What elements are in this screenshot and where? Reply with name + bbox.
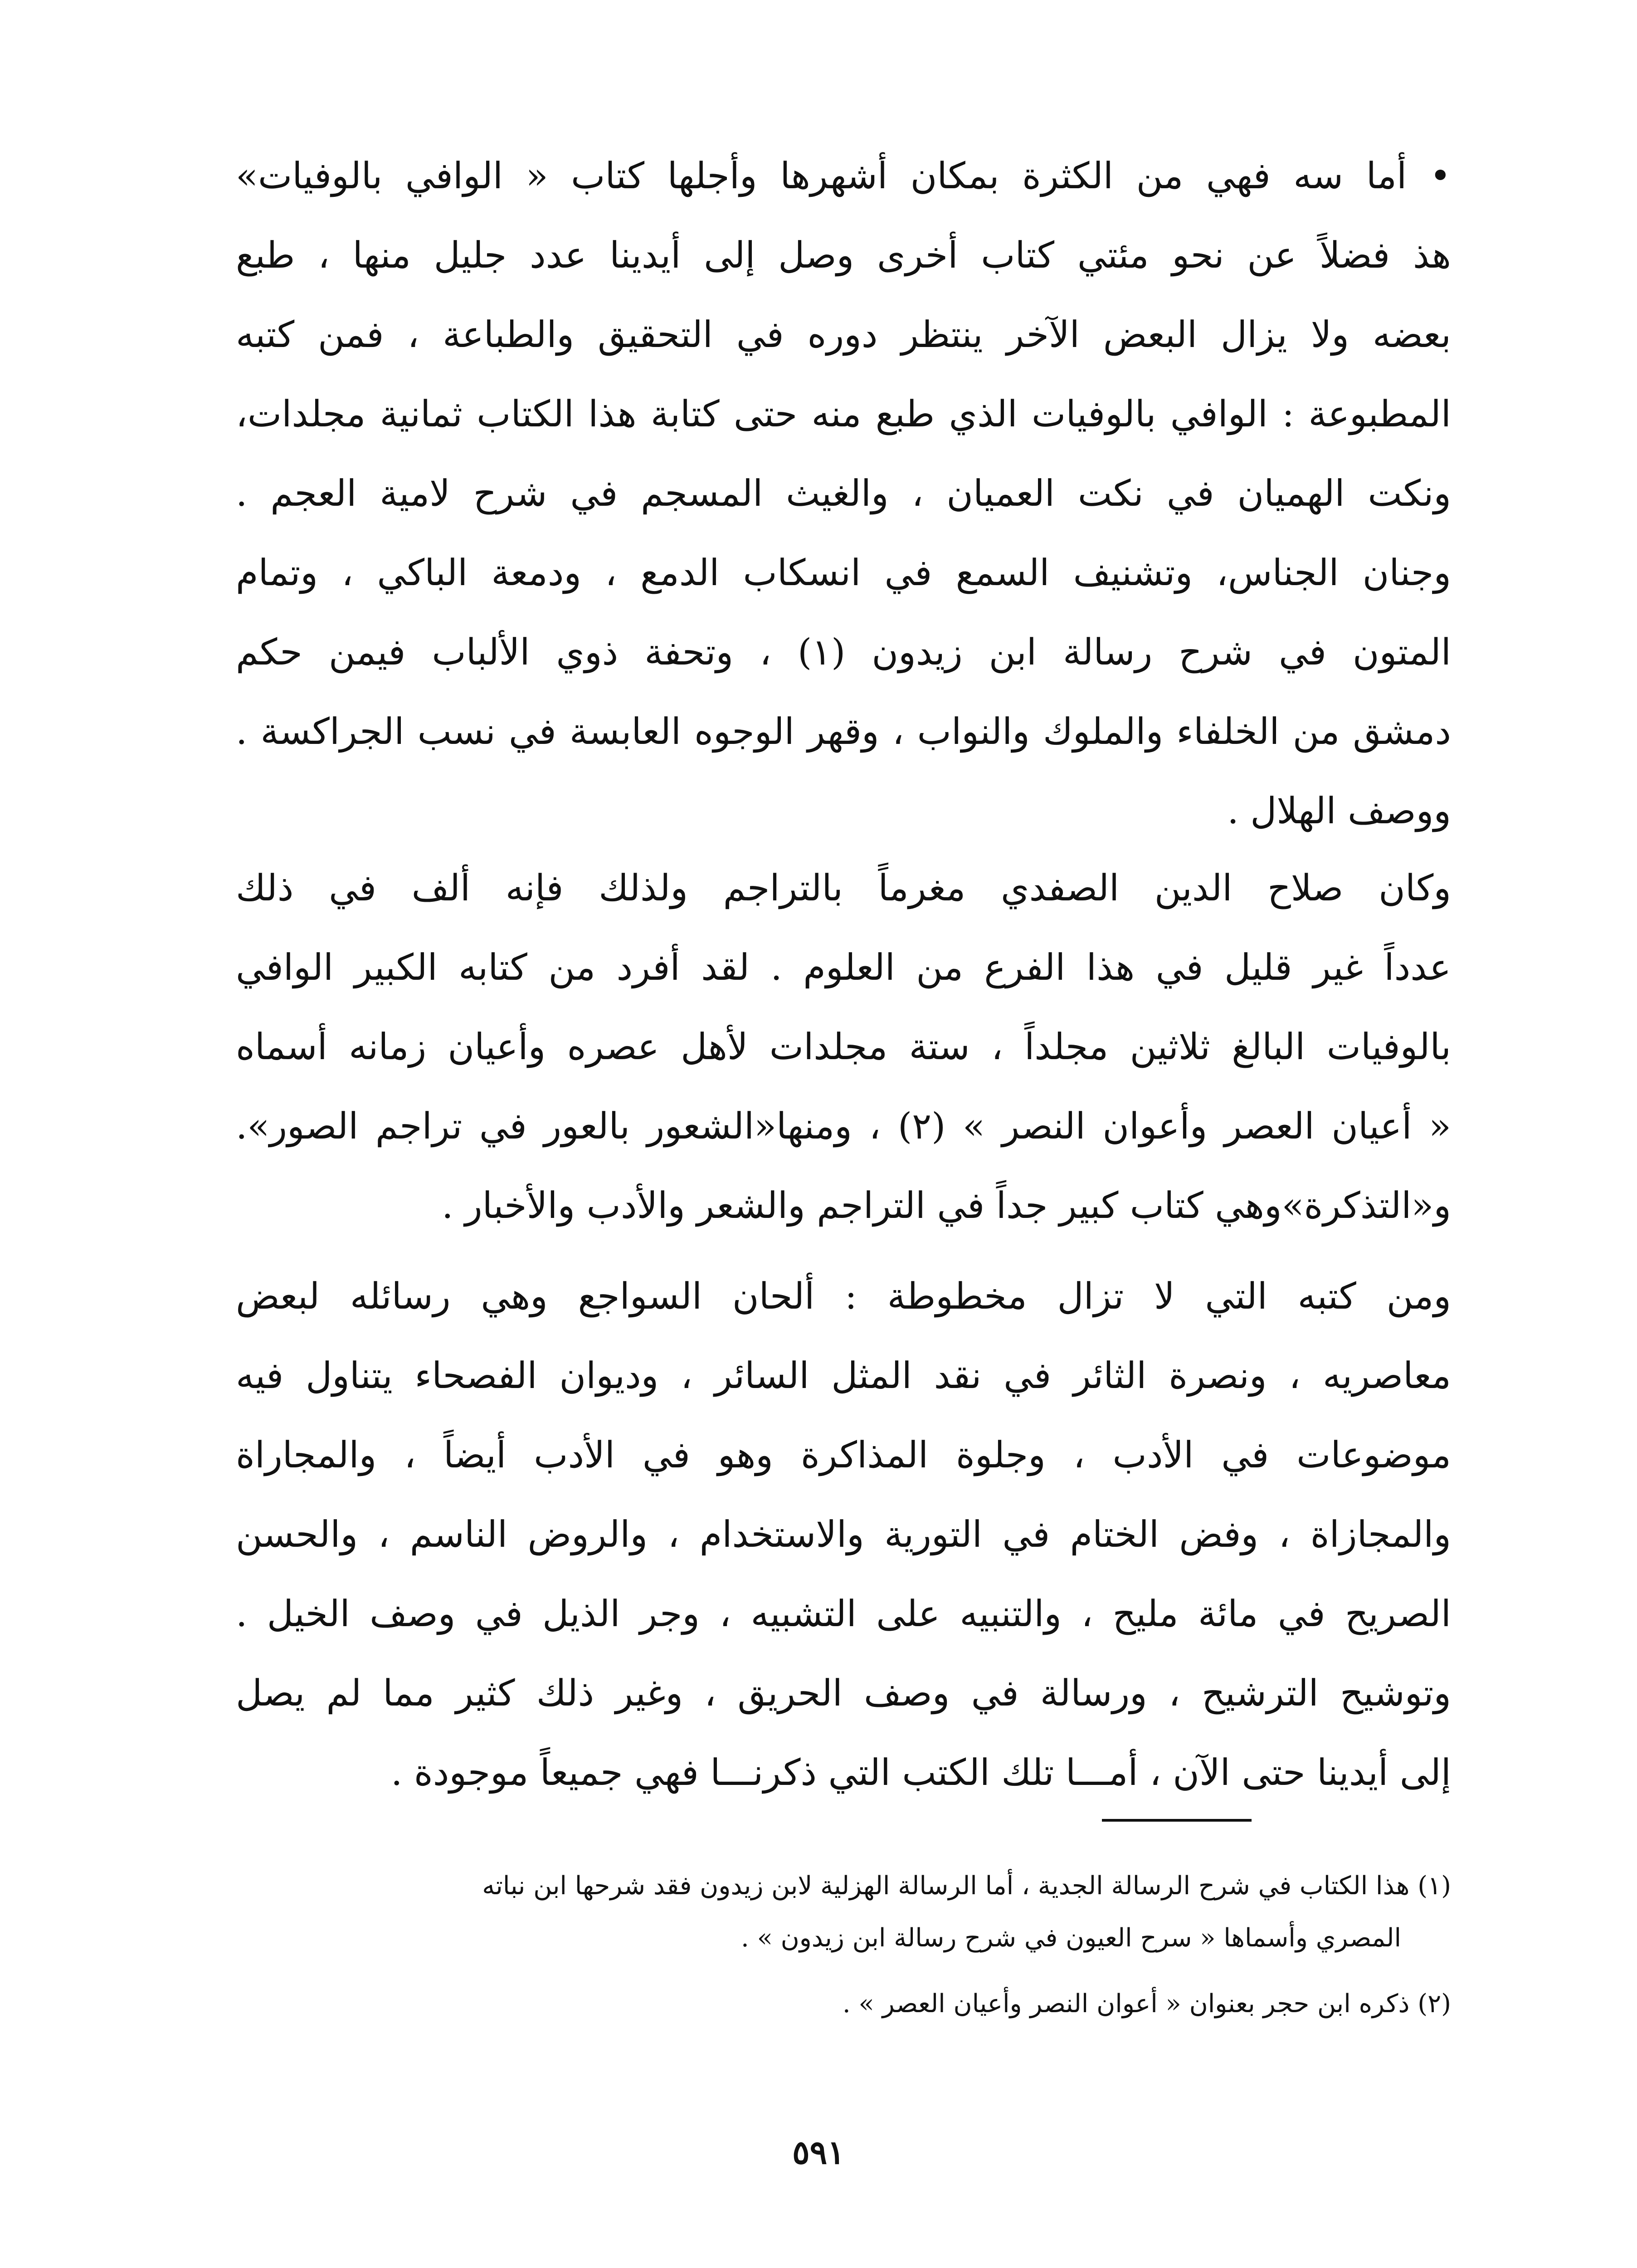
text-line: ومن كتبه التي لا تزال مخطوطة : ألحان السواجع وهي رسائله لبعض: [236, 1275, 1451, 1317]
text-line: الصريح في مائة مليح ، والتنبيه على التشبيه ، وجر الذيل في وصف الخيل .: [236, 1593, 1451, 1635]
text-line: موضوعات في الأدب ، وجلوة المذاكرة وهو في الأدب أيضاً ، والمجاراة: [236, 1434, 1451, 1476]
text-line: المطبوعة : الوافي بالوفيات الذي طبع منه حتى كتابة هذا الكتاب ثمانية مجلدات،: [236, 393, 1451, 435]
text-line: دمشق من الخلفاء والملوك والنواب ، وقهر الوجوه العابسة في نسب الجراكسة .: [236, 710, 1451, 753]
text-line: ونكت الهميان في نكت العميان ، والغيث المسجم في شرح لامية العجم .: [236, 472, 1451, 514]
footnote-1-line: (١) هذا الكتاب في شرح الرسالة الجدية ، أما الرسالة الهزلية لابن زيدون فقد شرحها ابن نباته: [482, 1871, 1451, 1901]
footnote-1-line: المصري وأسماها « سرح العيون في شرح رسالة ابن زيدون » .: [741, 1923, 1401, 1953]
text-line: عدداً غير قليل في هذا الفرع من العلوم . لقد أفرد من كتابه الكبير الوافي: [236, 946, 1451, 988]
footnote-2-line: (٢) ذكره ابن حجر بعنوان « أعوان النصر وأعيان العصر » .: [842, 1989, 1451, 2019]
text-line: وجنان الجناس، وتشنيف السمع في انسكاب الدمع ، ودمعة الباكي ، وتمام: [236, 552, 1451, 594]
footnote-divider: [1102, 1819, 1252, 1822]
text-line: بالوفيات البالغ ثلاثين مجلداً ، ستة مجلدات لأهل عصره وأعيان زمانه أسماه: [236, 1026, 1451, 1068]
text-line: • أما سه فهي من الكثرة بمكان أشهرها وأجلها كتاب « الوافي بالوفيات»: [236, 155, 1451, 197]
text-line: هذ فضلاً عن نحو مئتي كتاب أخرى وصل إلى أيدينا عدد جليل منها ، طبع: [236, 234, 1451, 276]
paragraph-2: [236, 848, 1451, 1245]
text-line: وتوشيح الترشيح ، ورسالة في وصف الحريق ، وغير ذلك كثير مما لم يصل: [236, 1672, 1451, 1714]
text-line: المتون في شرح رسالة ابن زيدون (١) ، وتحفة ذوي الألباب فيمن حكم: [236, 631, 1451, 673]
text-line: و«التذكرة»وهي كتاب كبير جداً في التراجم والشعر والأدب والأخبار .: [442, 1184, 1451, 1227]
text-line: وكان صلاح الدين الصفدي مغرماً بالتراجم ولذلك فإنه ألف في ذلك: [236, 867, 1451, 909]
text-line: ووصف الهلال .: [1227, 790, 1451, 832]
text-line: « أعيان العصر وأعوان النصر » (٢) ، ومنها«الشعور بالعور في تراجم الصور».: [236, 1105, 1451, 1147]
text-line: والمجازاة ، وفض الختام في التورية والاستخدام ، والروض الناسم ، والحسن: [236, 1513, 1451, 1555]
page-number: ٥٩١: [792, 2133, 845, 2171]
text-line: إلى أيدينا حتى الآن ، أمـــا تلك الكتب التي ذكرنـــا فهي جميعاً موجودة .: [390, 1751, 1451, 1794]
text-line: معاصريه ، ونصرة الثائر في نقد المثل السائر ، وديوان الفصحاء يتناول فيه: [236, 1354, 1451, 1397]
text-line: بعضه ولا يزال البعض الآخر ينتظر دوره في التحقيق والطباعة ، فمن كتبه: [236, 313, 1451, 356]
paragraph-1: [236, 136, 1451, 850]
paragraph-3: [236, 1256, 1451, 1812]
footnotes: [236, 1860, 1451, 2030]
